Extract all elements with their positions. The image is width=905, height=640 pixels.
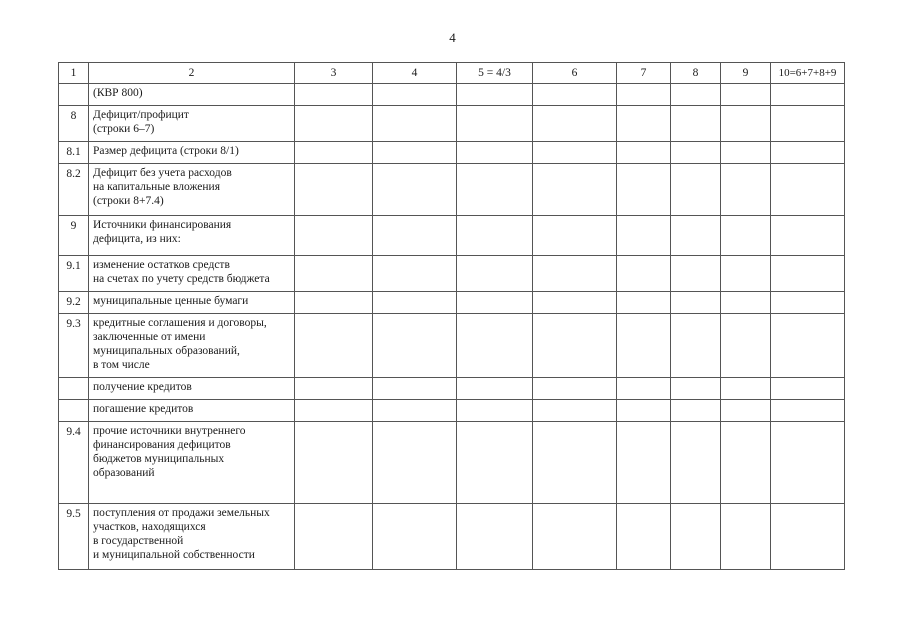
value-cell	[771, 256, 845, 292]
value-cell	[671, 142, 721, 164]
value-cell	[295, 142, 373, 164]
value-cell	[617, 504, 671, 570]
row-number	[59, 84, 89, 106]
row-label	[89, 314, 295, 378]
page-number: 4	[449, 30, 456, 45]
row-label-line: муниципальные ценные бумаги	[93, 295, 249, 307]
value-cell	[721, 256, 771, 292]
value-cell	[721, 314, 771, 378]
value-cell	[457, 142, 533, 164]
value-cell	[295, 164, 373, 216]
value-cell	[373, 422, 457, 504]
value-cell	[771, 422, 845, 504]
row-number: 9.2	[59, 292, 89, 314]
value-cell	[295, 216, 373, 256]
value-cell	[457, 400, 533, 422]
value-cell	[771, 314, 845, 378]
value-cell	[457, 504, 533, 570]
value-cell	[721, 292, 771, 314]
value-cell	[671, 314, 721, 378]
row-label-line: в том числе	[93, 359, 150, 371]
value-cell	[457, 314, 533, 378]
row-number	[59, 400, 89, 422]
row-label-line: на счетах по учету средств бюджета	[93, 273, 270, 285]
value-cell	[295, 400, 373, 422]
row-label-line: муниципальных образований,	[93, 345, 240, 357]
row-label-line: заключенные от имени	[93, 331, 206, 343]
value-cell	[671, 84, 721, 106]
value-cell	[671, 378, 721, 400]
value-cell	[373, 256, 457, 292]
value-cell	[721, 164, 771, 216]
row-number: 9.4	[59, 422, 89, 504]
value-cell	[295, 422, 373, 504]
value-cell	[771, 378, 845, 400]
row-label-line: Размер дефицита (строки 8/1)	[93, 145, 239, 157]
value-cell	[295, 84, 373, 106]
row-label-line: (строки 6–7)	[93, 123, 155, 135]
value-cell	[457, 378, 533, 400]
value-cell	[617, 216, 671, 256]
row-number: 9.1	[59, 256, 89, 292]
value-cell	[617, 106, 671, 142]
value-cell	[771, 400, 845, 422]
table-row	[59, 106, 845, 142]
row-label	[89, 164, 295, 216]
value-cell	[457, 256, 533, 292]
row-label	[89, 256, 295, 292]
row-number	[59, 378, 89, 400]
row-label-line: прочие источники внутреннего	[93, 425, 246, 437]
row-label-line: поступления от продажи земельных	[93, 507, 270, 519]
column-number-row	[59, 63, 845, 84]
row-number: 9	[59, 216, 89, 256]
value-cell	[721, 84, 771, 106]
value-cell	[617, 314, 671, 378]
column-header: 1	[59, 63, 89, 84]
column-header: 9	[721, 63, 771, 84]
value-cell	[671, 504, 721, 570]
row-number: 9.3	[59, 314, 89, 378]
value-cell	[671, 400, 721, 422]
value-cell	[617, 400, 671, 422]
table-row	[59, 256, 845, 292]
row-label-line: дефицита, из них:	[93, 233, 181, 245]
value-cell	[373, 314, 457, 378]
value-cell	[373, 400, 457, 422]
value-cell	[771, 216, 845, 256]
value-cell	[617, 422, 671, 504]
value-cell	[771, 504, 845, 570]
value-cell	[671, 422, 721, 504]
value-cell	[373, 504, 457, 570]
table-row	[59, 378, 845, 400]
table-row	[59, 164, 845, 216]
value-cell	[457, 106, 533, 142]
row-label-line: и муниципальной собственности	[93, 549, 255, 561]
value-cell	[533, 400, 617, 422]
value-cell	[721, 400, 771, 422]
column-header: 7	[617, 63, 671, 84]
value-cell	[295, 106, 373, 142]
row-label	[89, 378, 295, 400]
table-row	[59, 422, 845, 504]
row-label	[89, 422, 295, 504]
row-label-line: участков, находящихся	[93, 521, 206, 533]
table-row	[59, 292, 845, 314]
column-header: 8	[671, 63, 721, 84]
row-label-line: образований	[93, 467, 155, 479]
value-cell	[533, 422, 617, 504]
row-label	[89, 504, 295, 570]
value-cell	[533, 504, 617, 570]
row-number: 9.5	[59, 504, 89, 570]
table-row	[59, 84, 845, 106]
value-cell	[771, 292, 845, 314]
row-label	[89, 106, 295, 142]
value-cell	[457, 422, 533, 504]
value-cell	[721, 378, 771, 400]
table-row	[59, 142, 845, 164]
row-label-line: на капитальные вложения	[93, 181, 220, 193]
value-cell	[617, 142, 671, 164]
row-label-line: бюджетов муниципальных	[93, 453, 225, 465]
row-number: 8.2	[59, 164, 89, 216]
value-cell	[533, 216, 617, 256]
row-label-line: погашение кредитов	[93, 403, 194, 415]
row-label	[89, 292, 295, 314]
value-cell	[533, 84, 617, 106]
row-label	[89, 142, 295, 164]
column-header: 2	[89, 63, 295, 84]
value-cell	[533, 292, 617, 314]
row-label-line: (КВР 800)	[93, 87, 143, 99]
value-cell	[295, 292, 373, 314]
column-header: 3	[295, 63, 373, 84]
value-cell	[617, 292, 671, 314]
value-cell	[671, 256, 721, 292]
value-cell	[533, 106, 617, 142]
value-cell	[533, 164, 617, 216]
budget-deficit-table	[58, 62, 845, 570]
row-number: 8	[59, 106, 89, 142]
column-header: 5 = 4/3	[457, 63, 533, 84]
table-row	[59, 400, 845, 422]
value-cell	[295, 378, 373, 400]
value-cell	[617, 256, 671, 292]
value-cell	[617, 378, 671, 400]
value-cell	[671, 164, 721, 216]
value-cell	[457, 164, 533, 216]
table-row	[59, 216, 845, 256]
value-cell	[533, 256, 617, 292]
column-header: 4	[373, 63, 457, 84]
column-header: 10=6+7+8+9	[771, 63, 845, 84]
table-row	[59, 314, 845, 378]
value-cell	[295, 504, 373, 570]
row-label-line: получение кредитов	[93, 381, 192, 393]
row-label-line: Дефицит без учета расходов	[93, 167, 232, 179]
value-cell	[771, 106, 845, 142]
value-cell	[373, 378, 457, 400]
row-label-line: в государственной	[93, 535, 184, 547]
row-label	[89, 84, 295, 106]
value-cell	[721, 504, 771, 570]
value-cell	[617, 84, 671, 106]
value-cell	[721, 142, 771, 164]
value-cell	[295, 314, 373, 378]
value-cell	[533, 142, 617, 164]
value-cell	[533, 314, 617, 378]
row-label-line: изменение остатков средств	[93, 259, 230, 271]
table-row	[59, 504, 845, 570]
row-label-line: Источники финансирования	[93, 219, 232, 231]
value-cell	[721, 216, 771, 256]
value-cell	[373, 142, 457, 164]
value-cell	[617, 164, 671, 216]
row-label-line: Дефицит/профицит	[93, 109, 189, 121]
row-number: 8.1	[59, 142, 89, 164]
value-cell	[533, 378, 617, 400]
value-cell	[373, 84, 457, 106]
value-cell	[457, 216, 533, 256]
value-cell	[771, 164, 845, 216]
value-cell	[671, 106, 721, 142]
value-cell	[457, 84, 533, 106]
value-cell	[771, 84, 845, 106]
value-cell	[373, 106, 457, 142]
value-cell	[373, 216, 457, 256]
value-cell	[373, 164, 457, 216]
value-cell	[671, 216, 721, 256]
value-cell	[457, 292, 533, 314]
value-cell	[295, 256, 373, 292]
value-cell	[721, 106, 771, 142]
row-label-line: финансирования дефицитов	[93, 439, 231, 451]
column-header: 6	[533, 63, 617, 84]
row-label-line: (строки 8+7.4)	[93, 195, 164, 207]
row-label	[89, 400, 295, 422]
row-label	[89, 216, 295, 256]
value-cell	[671, 292, 721, 314]
row-label-line: кредитные соглашения и договоры,	[93, 317, 267, 329]
value-cell	[721, 422, 771, 504]
value-cell	[373, 292, 457, 314]
value-cell	[771, 142, 845, 164]
